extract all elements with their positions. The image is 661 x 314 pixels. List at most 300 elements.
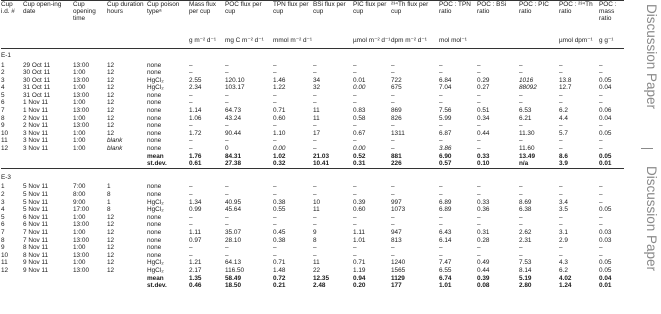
table-cell: 675 (391, 84, 402, 92)
table-cell: – (189, 145, 193, 153)
table-cell: mean (147, 152, 164, 160)
table-cell: 1:00 (73, 259, 86, 267)
table-cell (1, 282, 23, 290)
table-row (1, 237, 624, 245)
table-cell: 8.6 (559, 152, 568, 160)
table-cell: 0.00 (353, 84, 366, 92)
table-cell: 1 (107, 198, 111, 206)
table-cell: – (391, 145, 395, 153)
column-header: POC : TPN ratio (439, 1, 477, 38)
table-cell: HgCl₂ (147, 84, 164, 92)
table-cell: 1.11 (353, 228, 365, 236)
table-cell: 0.04 (599, 84, 612, 92)
table-row (1, 62, 624, 70)
table-cell: 1.21 (189, 259, 202, 267)
column-header: Cup opening time (73, 1, 107, 38)
table-row (1, 145, 624, 153)
table-cell: – (519, 251, 523, 259)
table-cell: 18.50 (225, 282, 241, 290)
table-cell: – (391, 191, 395, 198)
table-cell: 1.35 (189, 274, 202, 282)
table-cell: 2 Nov 11 (23, 114, 49, 122)
table-cell: – (189, 213, 193, 221)
table-cell: 31 Oct 11 (23, 91, 51, 99)
table-cell: 12 (107, 266, 115, 274)
table-cell: 45.64 (225, 206, 241, 214)
table-cell: 27.38 (225, 160, 241, 168)
table-cell: 0.34 (477, 114, 490, 122)
table-cell: – (559, 244, 563, 252)
table-cell: – (599, 221, 603, 229)
table-cell: 1.01 (353, 236, 366, 244)
table-cell: 0.01 (599, 282, 612, 290)
table-cell: 13:00 (73, 251, 89, 259)
table-cell: 13.8 (559, 76, 572, 84)
table-cell: 2 Nov 11 (23, 122, 49, 130)
table-cell: 0.71 (273, 107, 286, 115)
table-cell: 0.28 (477, 236, 490, 244)
sidebar-label-2: Discussion Paper (644, 166, 659, 272)
table-cell: 722 (391, 76, 402, 84)
table-cell: – (559, 251, 563, 259)
table-cell: 0.03 (599, 228, 612, 236)
table-cell: – (273, 61, 277, 69)
table-cell: 0.38 (273, 198, 286, 206)
table-cell: 11 (313, 259, 320, 267)
table-cell: 9 (1, 244, 5, 252)
table-cell: none (147, 61, 162, 69)
table-cell: – (189, 183, 193, 191)
table-cell: 13:00 (73, 107, 89, 115)
table-cell: – (519, 122, 523, 130)
table-cell: 12 (107, 107, 115, 115)
column-unit: mol mol⁻¹ (439, 37, 477, 48)
table-row (1, 214, 624, 222)
table-cell: 5 (1, 213, 5, 221)
table-cell: 0.61 (189, 160, 202, 168)
table-cell: 0.29 (477, 76, 490, 84)
table-cell: 1.11 (189, 228, 201, 236)
table-cell: 0.05 (599, 206, 612, 214)
table-cell: 2.17 (189, 266, 202, 274)
table-cell: 6.90 (439, 152, 452, 160)
table-row (1, 115, 624, 123)
table-cell: – (599, 91, 603, 99)
table-cell: – (313, 69, 317, 77)
table-cell: 1016 (519, 76, 534, 84)
table-cell: 2.31 (519, 236, 532, 244)
column-unit (73, 37, 107, 48)
table-cell: 1 (107, 183, 111, 191)
table-cell: 0.71 (353, 259, 366, 267)
table-cell: – (391, 213, 395, 221)
table-cell: – (189, 244, 193, 252)
table-cell: – (477, 191, 481, 198)
table-cell: – (273, 191, 277, 198)
table-cell: – (225, 221, 229, 229)
table-cell: 9 Nov 11 (23, 259, 49, 267)
table-cell: 0.00 (273, 145, 286, 153)
table-cell: – (477, 61, 481, 69)
table-cell: 0.44 (477, 129, 490, 137)
table-cell: – (353, 91, 357, 99)
table-cell: – (225, 137, 229, 145)
table-cell: 1.72 (189, 129, 202, 137)
column-unit: µmol m⁻² d⁻¹ (353, 37, 391, 48)
table-row (1, 229, 624, 237)
table-cell: none (147, 114, 162, 122)
table-cell: 11 (313, 206, 320, 214)
table-cell: none (147, 99, 162, 107)
table-cell: 12 (107, 84, 115, 92)
table-cell: 6.53 (519, 107, 532, 115)
table-cell: – (353, 244, 357, 252)
table-cell: 0.01 (599, 160, 612, 168)
table-cell: 7 (1, 107, 5, 115)
table-cell: 7.53 (519, 259, 532, 267)
flux-data-table (1, 0, 624, 290)
table-cell: – (391, 221, 395, 229)
table-cell (107, 160, 147, 168)
table-cell: none (147, 129, 162, 137)
table-cell: – (391, 122, 395, 130)
table-cell: none (147, 236, 162, 244)
column-header: POC : BSi ratio (477, 1, 519, 38)
table-cell: 12 (107, 122, 115, 130)
table-cell: 0.83 (353, 107, 366, 115)
table-cell: 12 (107, 61, 115, 69)
table-cell: 0.04 (599, 274, 612, 282)
table-cell: st.dev. (147, 282, 167, 290)
table-cell: 64.13 (225, 259, 241, 267)
table-cell: 0.05 (599, 129, 612, 137)
table-cell: 12 (107, 76, 115, 84)
table-cell: 0.20 (353, 282, 366, 290)
table-cell: 9 (313, 228, 317, 236)
table-cell: 6.89 (439, 198, 452, 206)
table-cell: – (559, 213, 563, 221)
table-cell: 2.80 (519, 282, 532, 290)
table-cell: – (519, 221, 523, 229)
table-row (1, 259, 624, 267)
column-header: ²³⁴Th flux per cup (391, 1, 439, 38)
table-cell: – (599, 191, 603, 198)
table-cell (73, 282, 107, 290)
table-cell: – (599, 122, 603, 130)
table-cell: 1:00 (73, 69, 86, 77)
table-cell: 8 (1, 114, 5, 122)
section-label: E-1 (1, 51, 11, 59)
table-cell: 6.84 (439, 76, 452, 84)
table-cell: 1 (1, 61, 5, 69)
table-cell: – (353, 183, 357, 191)
table-cell: 0 (225, 145, 229, 153)
table-cell: – (189, 137, 193, 145)
table-cell: 6.55 (439, 266, 452, 274)
table-cell: – (225, 244, 229, 252)
table-cell: – (477, 251, 481, 259)
table-cell: 17 (313, 129, 321, 137)
table-row (1, 183, 624, 191)
table-cell: 6.87 (439, 129, 452, 137)
table-cell: 13:00 (73, 61, 89, 69)
table-cell: none (147, 91, 162, 99)
table-cell: – (519, 91, 523, 99)
table-cell: – (391, 69, 395, 77)
table-cell: blank (107, 137, 123, 145)
table-cell: – (477, 137, 481, 145)
table-cell: 0.55 (273, 206, 286, 214)
table-cell: 13:00 (73, 91, 89, 99)
table-cell: – (313, 99, 317, 107)
table-row (1, 137, 624, 145)
table-cell: – (391, 99, 395, 107)
table-cell: 35.07 (225, 228, 241, 236)
table-cell: 1.22 (273, 84, 286, 92)
table-cell: 12 (107, 69, 115, 77)
table-cell: 1:00 (73, 228, 86, 236)
table-cell: 1565 (391, 266, 406, 274)
table-cell: – (519, 99, 523, 107)
table-cell: – (519, 191, 523, 198)
table-row (1, 206, 624, 214)
table-cell: – (599, 251, 603, 259)
table-cell: 12 (107, 129, 115, 137)
table-cell: 1129 (391, 274, 405, 282)
table-cell: 43.24 (225, 114, 241, 122)
table-cell: – (189, 91, 193, 99)
table-cell: 5 (1, 91, 5, 99)
table-header (1, 1, 624, 49)
table-cell: – (559, 183, 563, 191)
table-cell: – (477, 244, 481, 252)
table-row (1, 69, 624, 77)
table-cell: – (519, 61, 523, 69)
table-cell: 0.94 (353, 274, 366, 282)
table-cell: 120.10 (225, 76, 245, 84)
table-cell: – (599, 99, 603, 107)
discussion-paper-sidebar (631, 0, 661, 314)
table-cell: 13:00 (73, 122, 89, 130)
table-cell: 22 (313, 266, 321, 274)
table-cell: 226 (391, 160, 402, 168)
table-cell: – (559, 69, 563, 77)
table-cell: 13:00 (73, 221, 89, 229)
table-cell: 0.08 (477, 282, 490, 290)
table-cell: – (599, 198, 603, 206)
table-cell: 1 (1, 183, 5, 191)
table-cell (23, 160, 73, 168)
table-cell: – (519, 244, 523, 252)
table-cell: 0.39 (353, 198, 366, 206)
table-cell: – (225, 213, 229, 221)
sidebar-label-1: Discussion Paper (644, 4, 659, 110)
table-cell: – (273, 137, 277, 145)
table-cell: 10 (1, 251, 9, 259)
table-cell: 6 (1, 99, 5, 107)
table-cell: 17:00 (73, 206, 89, 214)
table-cell: 7.04 (439, 84, 452, 92)
table-cell (23, 275, 73, 283)
table-cell: 12 (107, 251, 115, 259)
table-cell: none (147, 69, 162, 77)
table-cell: 1.06 (189, 114, 202, 122)
table-cell: 8 (107, 191, 111, 198)
table-cell: mean (147, 274, 164, 282)
table-cell: 7 Nov 11 (23, 236, 49, 244)
table-cell: – (477, 99, 481, 107)
table-cell: – (313, 191, 317, 198)
column-unit: dpm m⁻² d⁻¹ (391, 37, 439, 48)
table-cell: 0.49 (477, 259, 490, 267)
table-cell: – (313, 122, 317, 130)
table-cell: 997 (391, 198, 402, 206)
sidebar-separator (641, 148, 653, 149)
column-header: Cup i.d. # (1, 1, 23, 38)
table-cell: – (313, 221, 317, 229)
table-cell: 0.05 (599, 259, 612, 267)
table-cell: – (599, 69, 603, 77)
table-cell: 3.86 (439, 145, 452, 153)
table-cell (107, 153, 147, 161)
table-cell: – (353, 191, 357, 198)
table-cell: 6.43 (439, 228, 452, 236)
table-cell: 1311 (391, 129, 405, 137)
table-cell: 1:00 (73, 99, 86, 107)
table-cell: 2.9 (559, 236, 568, 244)
table-cell: – (477, 145, 481, 153)
table-cell: – (439, 221, 443, 229)
table-cell: 1:00 (73, 84, 86, 92)
table-cell: 2.34 (189, 84, 202, 92)
table-cell: – (391, 244, 395, 252)
table-cell: 1.10 (273, 129, 286, 137)
table-cell: 8 (107, 206, 111, 214)
column-header: POC : ²³⁴Th ratio (559, 1, 599, 38)
table-cell: 1.46 (273, 76, 286, 84)
table-cell (1, 275, 23, 283)
table-cell: – (599, 145, 603, 153)
table-cell: 13:00 (73, 76, 89, 84)
table-cell: – (313, 61, 317, 69)
table-cell: 12 (107, 114, 115, 122)
table-row (1, 99, 624, 107)
table-cell: – (439, 251, 443, 259)
table-cell: – (391, 137, 395, 145)
column-unit (477, 37, 519, 48)
table-cell (107, 275, 147, 283)
table-cell: 3 (1, 198, 5, 206)
table-cell: – (189, 251, 193, 259)
table-cell: 1.48 (273, 266, 286, 274)
table-cell: 0.99 (189, 206, 202, 214)
table-cell: 813 (391, 236, 402, 244)
table-cell: 869 (391, 107, 402, 115)
table-cell: 103.17 (225, 84, 245, 92)
table-cell: – (273, 244, 277, 252)
table-cell: none (147, 183, 162, 191)
table-cell: 881 (391, 152, 402, 160)
table-cell: 8.14 (519, 266, 532, 274)
table-cell: 8 Nov 11 (23, 251, 49, 259)
table-cell: HgCl₂ (147, 76, 164, 84)
table-cell: 12 (107, 244, 115, 252)
table-cell (1, 160, 23, 168)
table-cell: 13:00 (73, 236, 89, 244)
table-cell: 11 (313, 107, 320, 115)
table-cell: – (273, 183, 277, 191)
table-cell: 2.48 (313, 282, 326, 290)
table-cell: 0.57 (439, 160, 452, 168)
table-cell: 3.9 (559, 160, 568, 168)
table-cell: 6.2 (559, 107, 568, 115)
column-header: Mass flux per cup (189, 1, 225, 38)
table-cell: 64.73 (225, 107, 241, 115)
table-cell: 12.7 (559, 84, 572, 92)
table-cell: 12 (107, 236, 115, 244)
table-cell: 0.05 (599, 152, 612, 160)
table-cell: 11.60 (519, 145, 535, 153)
table-cell: 3.4 (559, 198, 568, 206)
table-cell: 13:00 (73, 266, 89, 274)
column-header: POC : PIC ratio (519, 1, 559, 38)
summary-row (1, 153, 624, 161)
table-cell: 1073 (391, 206, 406, 214)
table-cell: 13.49 (519, 152, 535, 160)
table-cell: 5 Nov 11 (23, 191, 49, 198)
table-cell: HgCl₂ (147, 259, 164, 267)
table-cell: 0.31 (477, 228, 490, 236)
table-row (1, 130, 624, 138)
table-cell: – (273, 251, 277, 259)
table-cell: – (225, 69, 229, 77)
table-cell: – (519, 213, 523, 221)
table-cell: 9:00 (73, 198, 86, 206)
section-row (1, 168, 624, 183)
table-cell: 8 Nov 11 (23, 244, 49, 252)
table-cell: – (599, 61, 603, 69)
table-cell: – (439, 122, 443, 130)
table-cell: – (313, 137, 317, 145)
column-unit (1, 37, 23, 48)
table-cell: 5 Nov 11 (23, 183, 49, 191)
table-cell: – (225, 122, 229, 130)
table-cell: none (147, 244, 162, 252)
table-cell: 0.46 (189, 282, 202, 290)
table-cell: – (189, 122, 193, 130)
table-cell: 6 (1, 221, 5, 229)
table-cell: 0.45 (273, 228, 286, 236)
column-header: Cup open-ing date (23, 1, 73, 38)
column-unit: mg C m⁻² d⁻¹ (225, 37, 273, 48)
table-cell: 0.71 (273, 259, 286, 267)
table-cell: – (225, 183, 229, 191)
table-cell: 947 (391, 228, 402, 236)
summary-row (1, 275, 624, 283)
table-cell: 1:00 (73, 114, 86, 122)
table-cell: – (189, 69, 193, 77)
table-cell: 0.44 (477, 266, 490, 274)
table-cell: – (353, 213, 357, 221)
table-cell: – (313, 244, 317, 252)
table-cell: none (147, 145, 162, 153)
table-cell: 0.32 (273, 160, 286, 168)
table-cell: 3 Nov 11 (23, 129, 49, 137)
table-cell: 12 (107, 91, 115, 99)
table-cell: 8 (1, 236, 5, 244)
table-cell: 0.03 (599, 236, 612, 244)
table-row (1, 244, 624, 252)
